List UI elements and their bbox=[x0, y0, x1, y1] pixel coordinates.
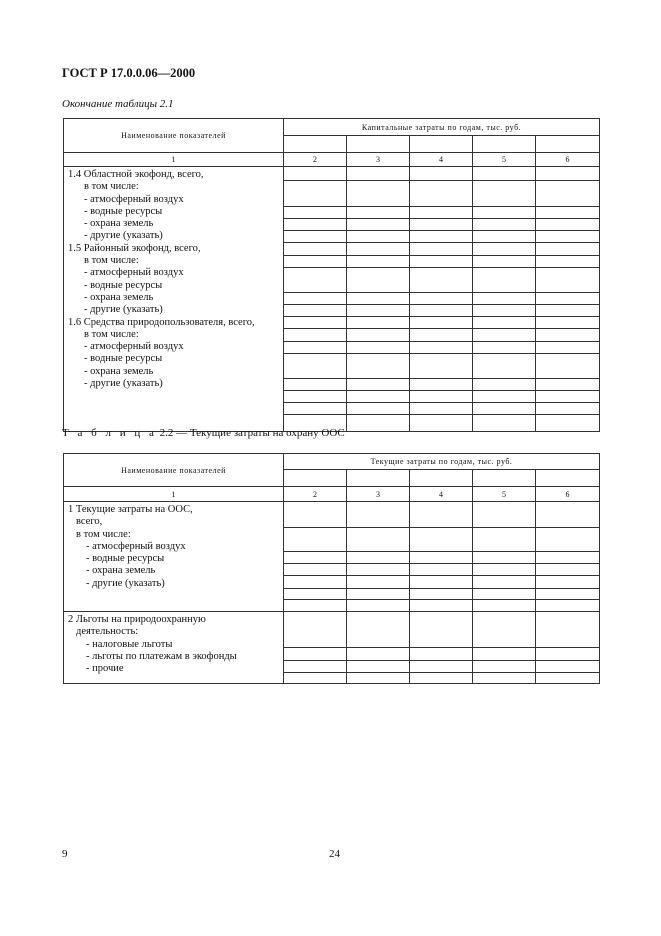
row-label: деятельность: bbox=[76, 626, 139, 638]
row-label: 1.6 Средства природопользователя, всего, bbox=[68, 316, 255, 328]
row-label: - охрана земель bbox=[84, 291, 154, 303]
header-group-cell: Текущие затраты по годам, тыс. руб. bbox=[284, 454, 600, 470]
row-label: - другие (указать) bbox=[86, 577, 165, 589]
row-label: - атмосферный воздух bbox=[84, 193, 184, 205]
row-label: - охрана земель bbox=[86, 565, 156, 577]
indicator-names-cell bbox=[64, 612, 284, 684]
row-label: - водные ресурсы bbox=[84, 353, 163, 365]
col-number: 1 bbox=[64, 487, 284, 502]
row-label: - другие (указать) bbox=[84, 304, 163, 316]
col-number: 1 bbox=[64, 153, 284, 167]
col-number: 3 bbox=[347, 153, 410, 167]
table2-caption-prefix: Т а б л и ц а bbox=[62, 427, 157, 439]
row-label: - другие (указать) bbox=[84, 378, 163, 390]
row-label: - налоговые льготы bbox=[86, 638, 173, 650]
row-label: - другие (указать) bbox=[84, 230, 163, 242]
row-label: всего, bbox=[76, 516, 103, 528]
page-number: 24 bbox=[329, 848, 340, 860]
row-label: - водные ресурсы bbox=[84, 279, 163, 291]
header-group-cell: Капитальные затраты по годам, тыс. руб. bbox=[284, 119, 600, 136]
table2-caption bbox=[62, 427, 345, 439]
header-name-cell: Наименование показателей bbox=[64, 454, 284, 487]
row-label: - водные ресурсы bbox=[84, 205, 163, 217]
row-label: - охрана земель bbox=[84, 218, 154, 230]
col-number: 6 bbox=[536, 153, 600, 167]
row-label: - атмосферный воздух bbox=[84, 341, 184, 353]
row-label: в том числе: bbox=[84, 181, 139, 193]
row-label: 1 Текущие затраты на ООС, bbox=[68, 504, 193, 515]
row-label: в том числе: bbox=[76, 528, 131, 540]
col-number: 5 bbox=[473, 153, 536, 167]
col-number: 4 bbox=[410, 487, 473, 502]
header-name-cell: Наименование показателей bbox=[64, 119, 284, 153]
table2-caption-text: 2.2 — Текущие затраты на охрану ООС bbox=[159, 427, 345, 439]
col-number: 2 bbox=[284, 153, 347, 167]
table1-caption: Окончание таблицы 2.1 bbox=[62, 98, 174, 110]
col-number: 3 bbox=[347, 487, 410, 502]
indicator-names-cell bbox=[64, 167, 284, 432]
col-number: 2 bbox=[284, 487, 347, 502]
row-label: - атмосферный воздух bbox=[86, 540, 186, 552]
col-number: 5 bbox=[473, 487, 536, 502]
row-label: в том числе: bbox=[84, 255, 139, 267]
row-label: - льготы по платежам в экофонды bbox=[86, 650, 237, 662]
row-label: - охрана земель bbox=[84, 365, 154, 377]
table-2-2 bbox=[63, 453, 600, 684]
row-label: - атмосферный воздух bbox=[84, 267, 184, 279]
document-code: ГОСТ Р 17.0.0.06—2000 bbox=[62, 66, 196, 80]
row-label: 1.5 Районный экофонд, всего, bbox=[68, 242, 201, 254]
col-number: 4 bbox=[410, 153, 473, 167]
left-margin-number: 9 bbox=[62, 848, 68, 860]
indicator-names-cell bbox=[64, 502, 284, 612]
row-label: в том числе: bbox=[84, 328, 139, 340]
row-label: 1.4 Областной экофонд, всего, bbox=[68, 169, 204, 180]
col-number: 6 bbox=[536, 487, 600, 502]
row-label: - прочие bbox=[86, 663, 124, 675]
table-2-1 bbox=[63, 118, 600, 432]
row-label: 2 Льготы на природоохранную bbox=[68, 614, 206, 625]
row-label: - водные ресурсы bbox=[86, 553, 165, 565]
